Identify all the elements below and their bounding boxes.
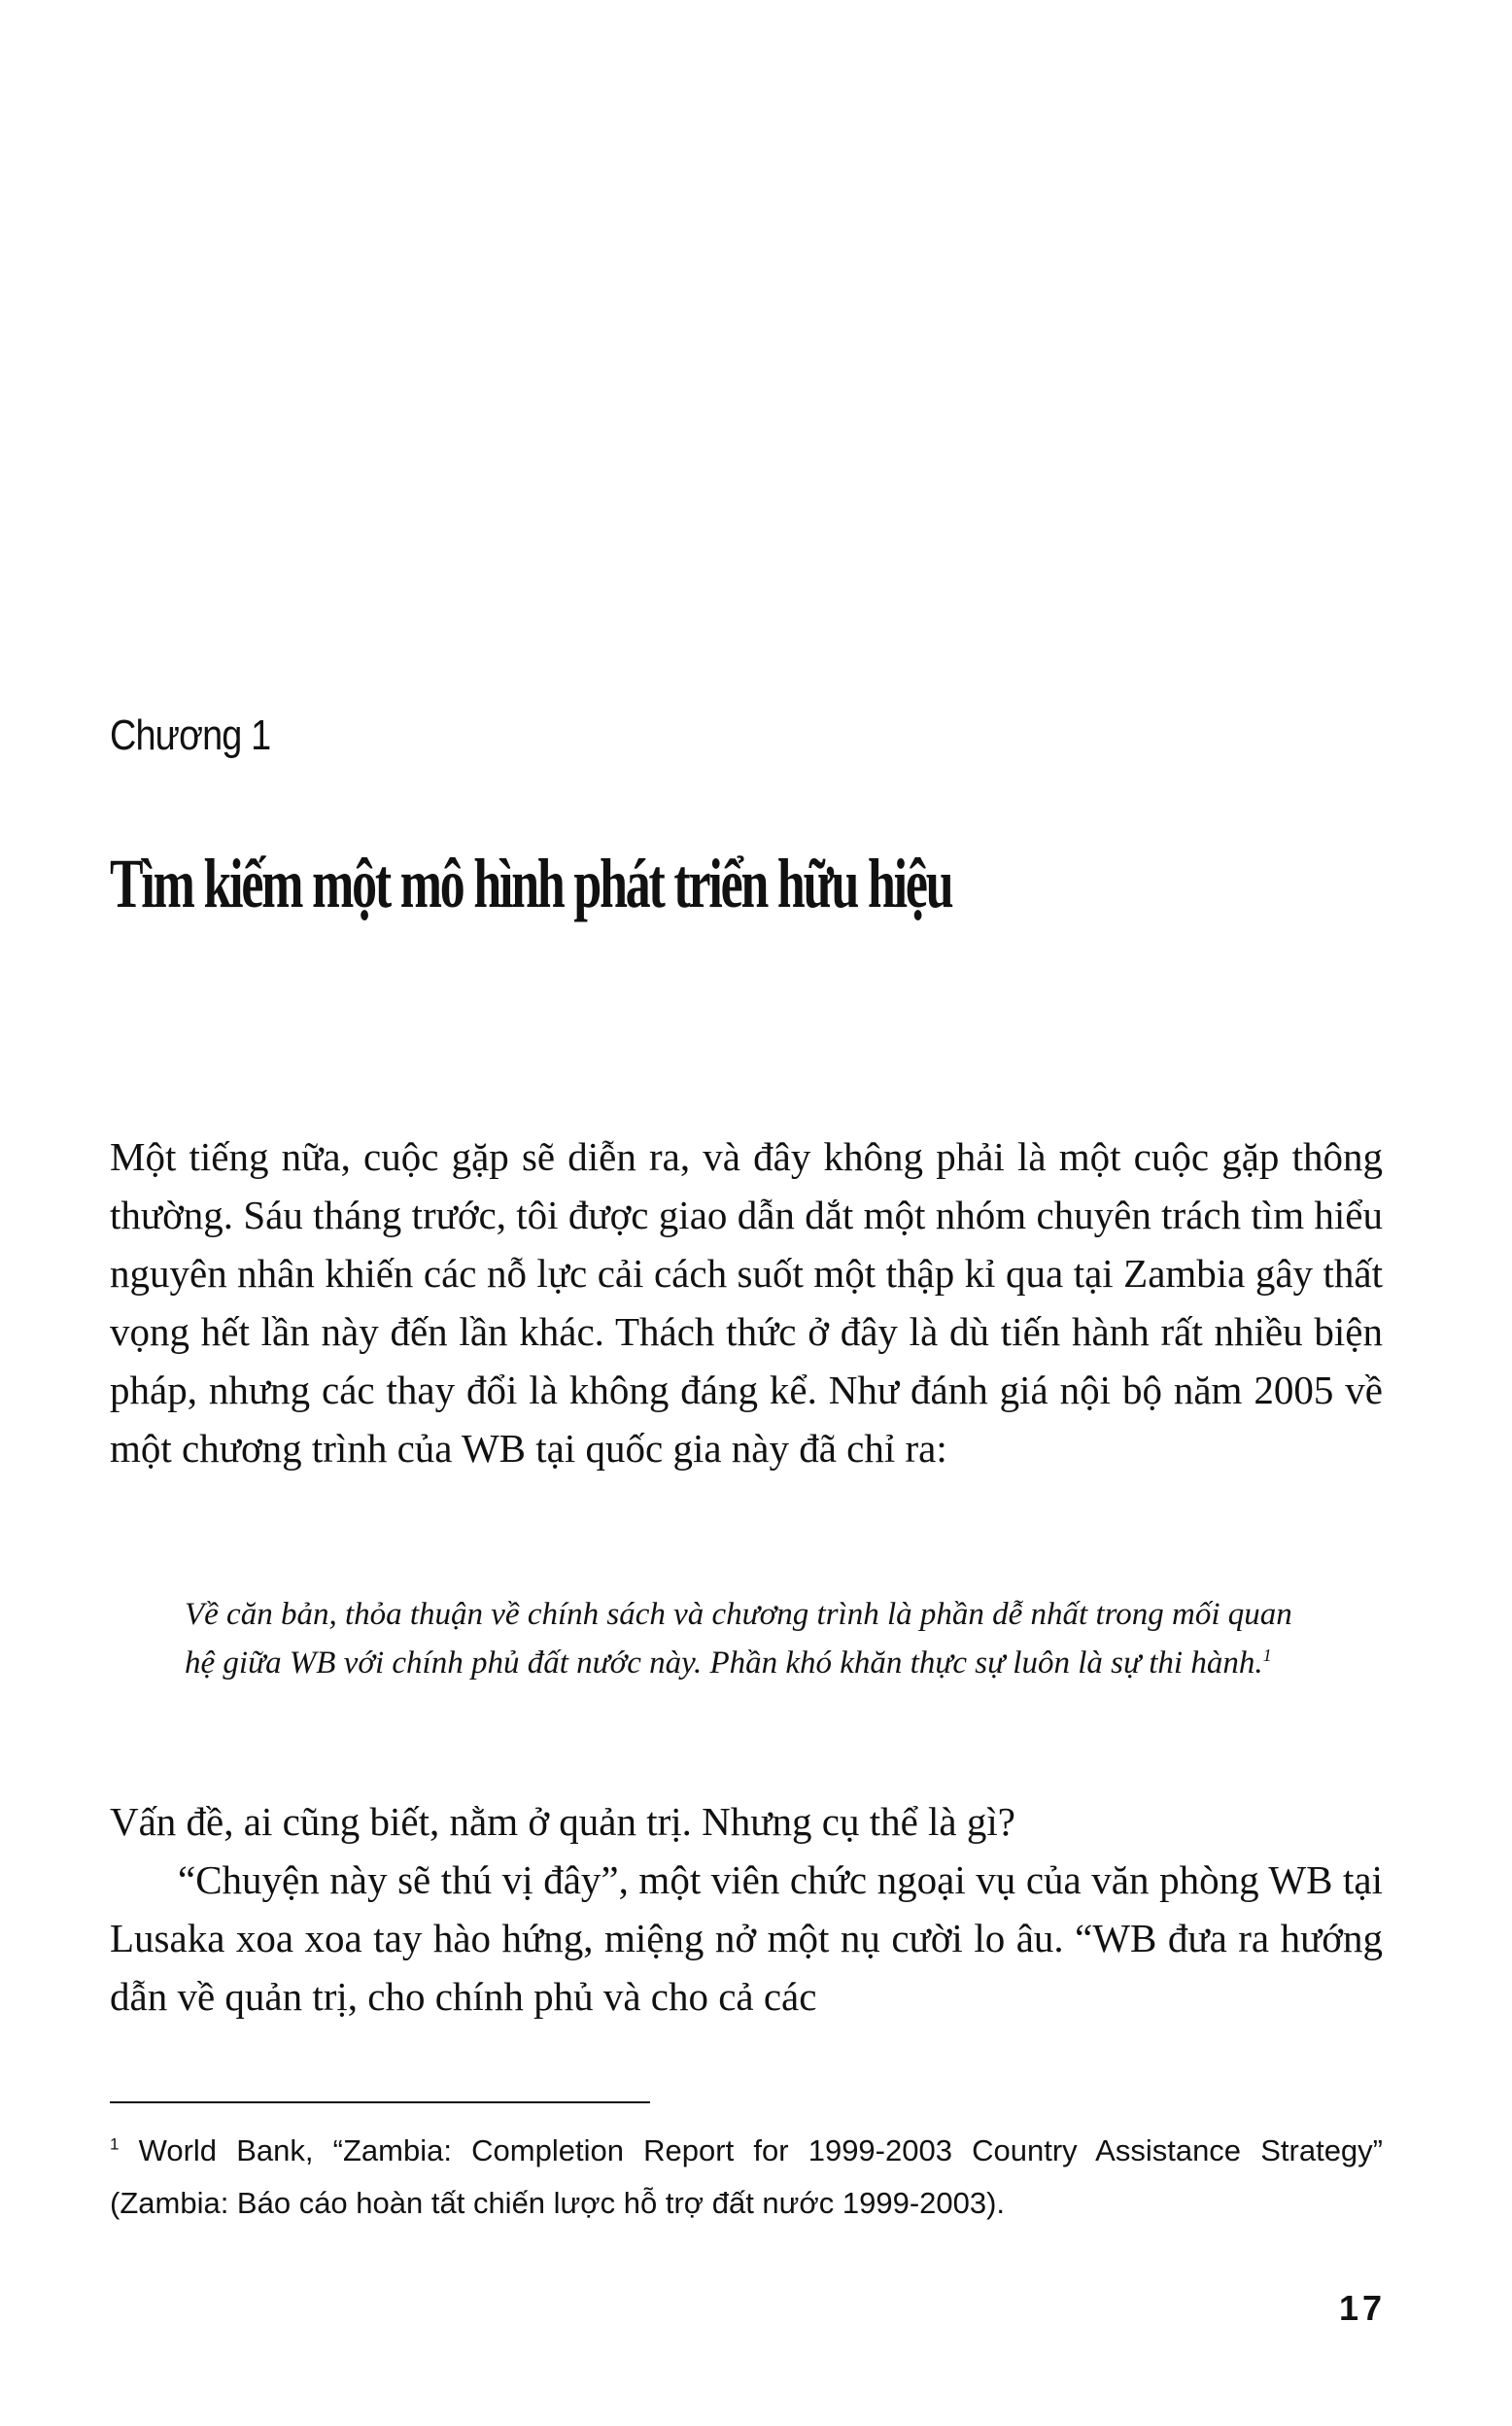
footnote-divider	[110, 2101, 650, 2103]
footnote-reference: 1	[1262, 1646, 1272, 1665]
body-paragraph-2: Vấn đề, ai cũng biết, nằm ở quản trị. Nhưng cụ thể là gì?	[110, 1799, 1015, 1844]
body-paragraph-1: Một tiếng nữa, cuộc gặp sẽ diễn ra, và đây không phải là một cuộc gặp thông thường. Sáu tháng trước, tôi được giao dẫn dắt một nhóm chuyên trách tìm hiểu nguyên nhân khiến các nỗ lực cải cách suốt một thập kỉ qua tại Zambia gây thất vọng hết lần này đến lần khác. Thách thức ở đây là dù tiến hành rất nhiều biện pháp, nhưng các thay đổi là không đáng kể. Như đánh giá nội bộ năm 2005 về một chương trình của WB tại quốc gia này đã chỉ ra:	[110, 1134, 1383, 1471]
chapter-title: Tìm kiếm một mô hình phát triển hữu hiệu	[110, 845, 952, 922]
footnote	[110, 2125, 1383, 2230]
footnote-text: World Bank, “Zambia: Completion Report for 1999-2003 Country Assistance Strategy” (Zambia: Báo cáo hoàn tất chiến lược hỗ trợ đất nước 1999-2003).	[110, 2133, 1383, 2220]
chapter-label: Chương 1	[110, 711, 271, 759]
page-number: 17	[1339, 2288, 1387, 2328]
block-quote-text: Về căn bản, thỏa thuận về chính sách và chương trình là phần dễ nhất trong mối quan hệ giữa WB với chính phủ đất nước này. Phần khó khăn thực sự luôn là sự thi hành.	[185, 1597, 1292, 1681]
body-paragraph-3: “Chuyện này sẽ thú vị đây”, một viên chức ngoại vụ của văn phòng WB tại Lusaka xoa xoa tay hào hứng, miệng nở một nụ cười lo âu. “WB đưa ra hướng dẫn về quản trị, cho chính phủ và cho cả các	[110, 1857, 1383, 2019]
footnote-number: 1	[110, 2134, 120, 2154]
block-quote	[185, 1590, 1322, 1687]
